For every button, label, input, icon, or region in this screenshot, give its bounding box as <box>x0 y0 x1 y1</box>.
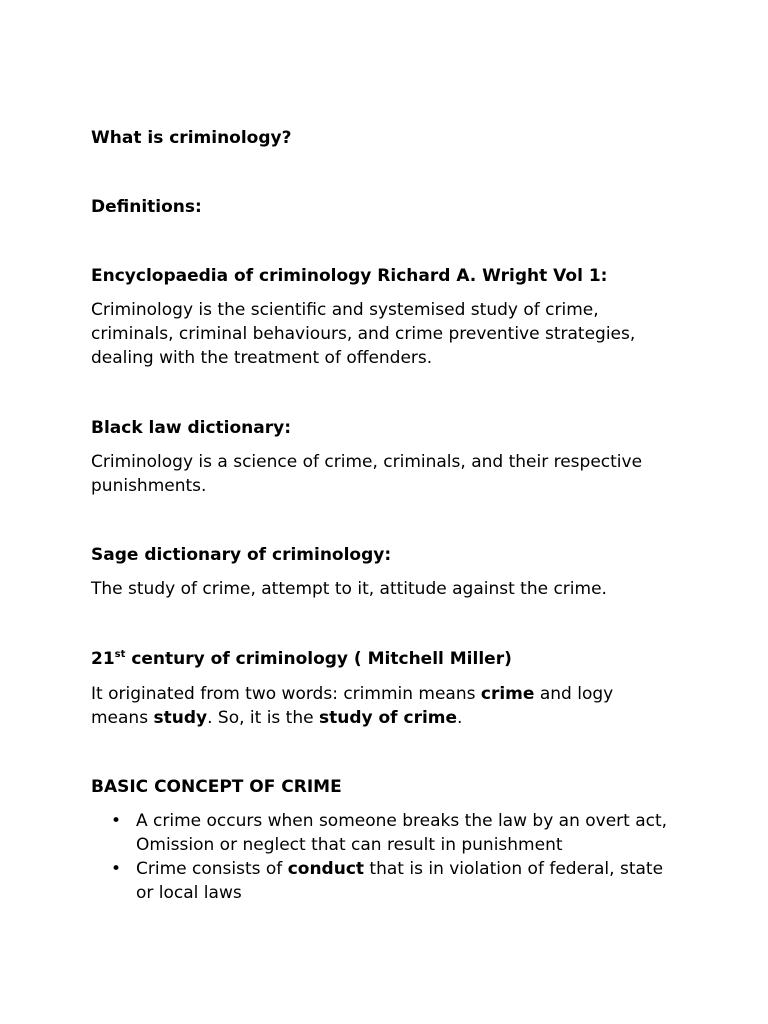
encyclopaedia-heading: Encyclopaedia of criminology Richard A. Wright Vol 1: <box>91 266 608 286</box>
miller-text-part: It originated from two words: crimmin means <box>91 684 481 704</box>
list-item-text: that is in violation of federal, state or local laws <box>136 859 664 903</box>
bullet-icon: • <box>111 859 122 879</box>
miller-bold-crime: crime <box>480 684 535 704</box>
list-item-text: A crime occurs when someone breaks the law by an overt act, Omission or neglect that can result in punishment <box>136 811 668 855</box>
sage-definition: The study of crime, attempt to it, attitude against the crime. <box>91 579 607 599</box>
miller-heading-superscript: st <box>114 649 126 660</box>
black-law-definition: Criminology is a science of crime, criminals, and their respective punishments. <box>91 452 643 496</box>
page-title: What is criminology? <box>91 128 292 148</box>
miller-heading-number: 21 <box>91 649 115 669</box>
list-item-bold-conduct: conduct <box>287 859 365 879</box>
basic-concept-list <box>91 809 671 905</box>
miller-text-part: . So, it is the <box>207 708 319 728</box>
miller-heading-text: century of criminology ( Mitchell Miller) <box>125 649 512 669</box>
sage-heading: Sage dictionary of criminology: <box>91 545 392 565</box>
encyclopaedia-definition: Criminology is the scientific and systemised study of crime, criminals, criminal behaviours, and crime preventive strategies, dealing with the treatment of offenders. <box>91 300 636 368</box>
list-item <box>91 857 671 905</box>
miller-bold-study: study <box>153 708 208 728</box>
bullet-icon: • <box>111 811 122 831</box>
miller-heading <box>91 647 691 671</box>
definitions-heading: Definitions: <box>91 197 202 217</box>
list-item <box>91 809 671 857</box>
black-law-heading: Black law dictionary: <box>91 418 292 438</box>
miller-definition <box>91 682 651 730</box>
miller-text-part: . <box>457 708 463 728</box>
list-item-text: Crime consists of <box>136 859 288 879</box>
miller-text-part: and logy means <box>91 684 614 728</box>
basic-concept-heading: BASIC CONCEPT OF CRIME <box>91 777 342 797</box>
miller-bold-study-of-crime: study of crime <box>318 708 458 728</box>
